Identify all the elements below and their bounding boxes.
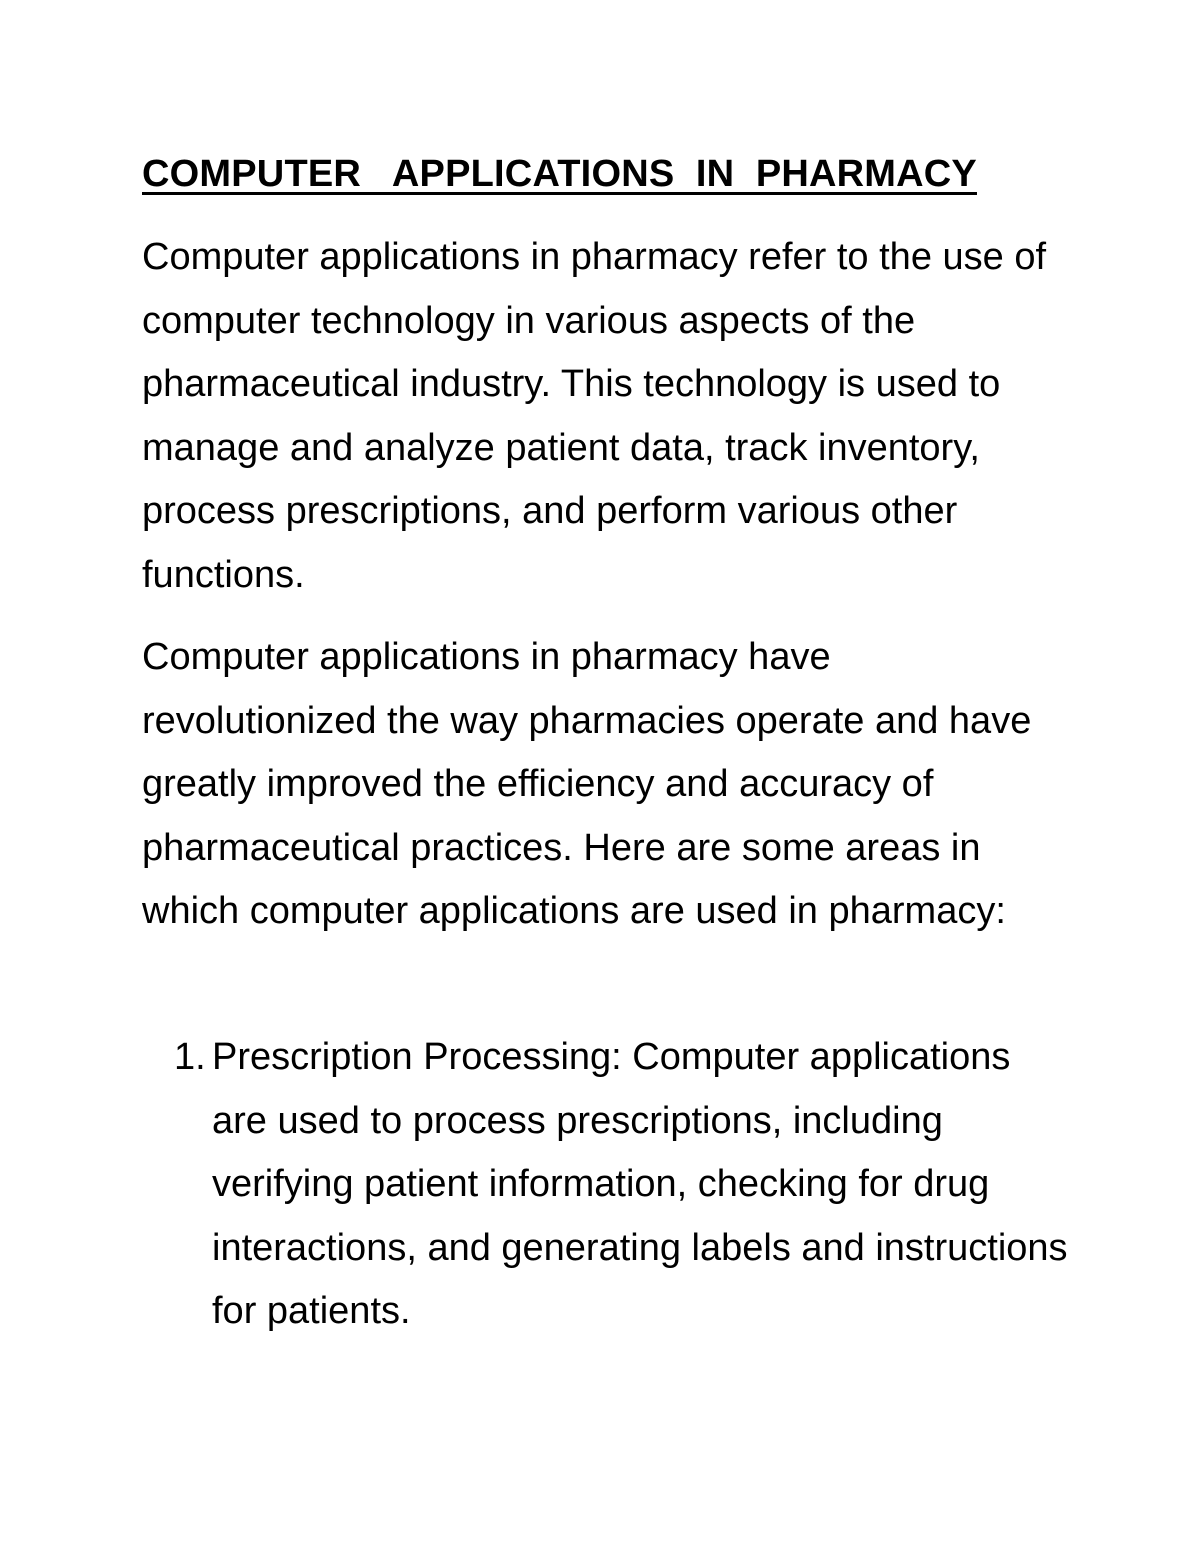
document-title: COMPUTER APPLICATIONS IN PHARMACY [142,153,977,195]
list-item [142,1026,1072,1344]
paragraph-areas: Computer applications in pharmacy have revolutionized the way pharmacies operate and have greatly improved the efficiency and accuracy of pharmaceutical practices. Here are some areas in which computer applications are used in pharmacy: [142,636,1032,932]
applications-list [142,1026,1072,1344]
paragraph-intro: Computer applications in pharmacy refer to the use of computer technology in various aspects of the pharmaceutical industry. This technology is used to manage and analyze patient data, track inventory, process prescriptions, and perform various other functions. [142,236,1047,596]
list-item-text: Prescription Processing: Computer applications are used to process prescriptions, including verifying patient information, checking for drug interactions, and generating labels and instructions for patients. [212,1036,1068,1332]
list-item-number: 1. [174,1036,206,1078]
